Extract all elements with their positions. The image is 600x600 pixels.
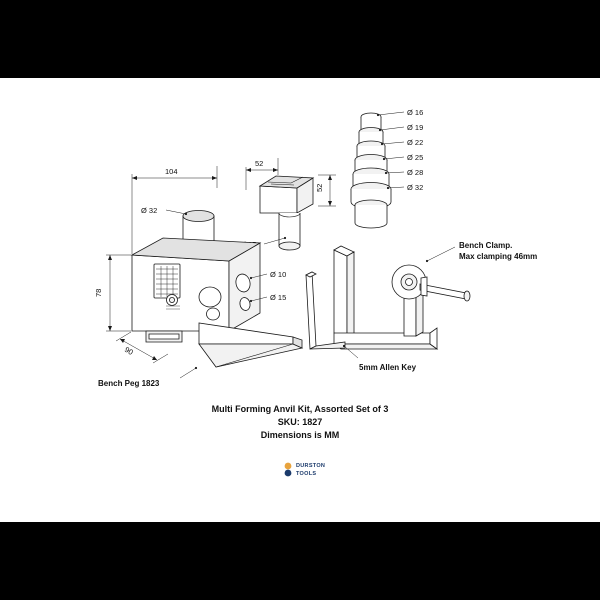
title-block — [212, 404, 389, 440]
dim-depth-90: 90 — [123, 344, 135, 357]
cone-dia-0: Ø 16 — [407, 108, 424, 117]
drawing-canvas — [0, 78, 600, 522]
durston-tools-logo — [285, 463, 326, 477]
callout-bench-clamp-line1: Bench Clamp. — [459, 241, 513, 250]
logo-dot-lower — [285, 470, 292, 477]
dim-width-104: 104 — [165, 167, 178, 176]
callout-allen-key: 5mm Allen Key — [359, 363, 417, 372]
forming-block-top — [240, 158, 336, 250]
dim-dia-32: Ø 32 — [141, 206, 158, 215]
title-line-2: SKU: 1827 — [277, 417, 323, 427]
logo-text-line2: TOOLS — [296, 471, 317, 477]
cone-dia-5: Ø 32 — [407, 183, 424, 192]
cone-dia-1: Ø 19 — [407, 123, 424, 132]
title-line-1: Multi Forming Anvil Kit, Assorted Set of 3 — [211, 404, 389, 414]
cone-dia-4: Ø 28 — [407, 168, 424, 177]
technical-drawing-sheet — [0, 78, 600, 522]
dim-block-top: 52 — [255, 159, 264, 168]
dim-block-side: 52 — [315, 183, 324, 192]
cone-dia-3: Ø 25 — [407, 153, 424, 162]
callout-bench-peg: Bench Peg 1823 — [98, 379, 160, 388]
callout-bench-clamp-line2: Max clamping 46mm — [459, 252, 538, 261]
cone-dia-2: Ø 22 — [407, 138, 424, 147]
dim-dia-10: Ø 10 — [270, 270, 287, 279]
bench-clamp — [334, 241, 537, 349]
title-line-3: Dimensions is MM — [260, 430, 340, 440]
logo-dot-upper — [285, 463, 292, 470]
dim-dia-15: Ø 15 — [270, 293, 287, 302]
logo-text-line1: DURSTON — [296, 463, 326, 469]
dim-height-78: 78 — [94, 288, 103, 297]
stepped-cone-mandrel — [351, 108, 423, 228]
